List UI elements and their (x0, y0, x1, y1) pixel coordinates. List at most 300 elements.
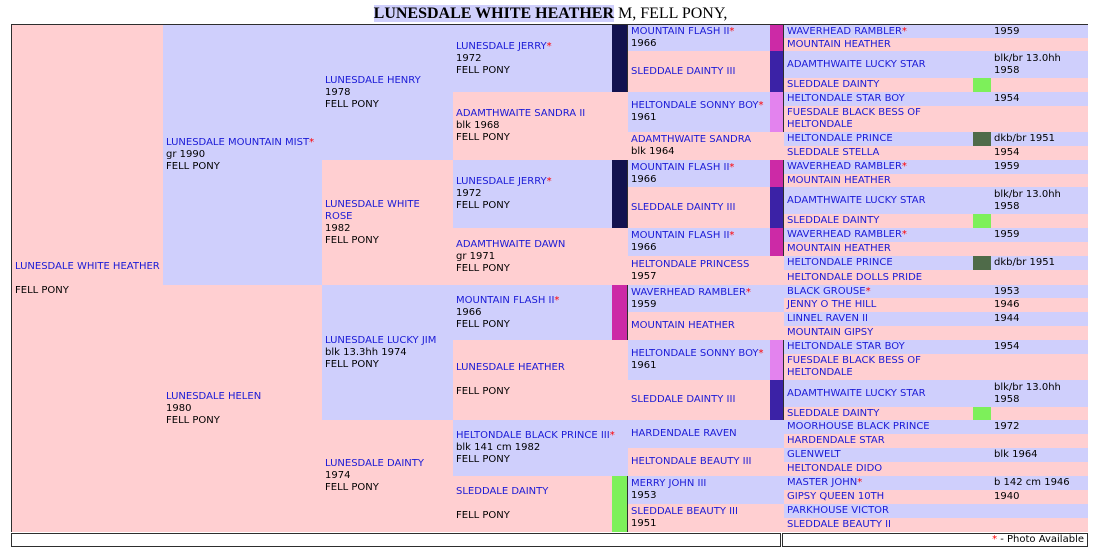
horse-name-text[interactable]: WAVERHEAD RAMBLER (787, 229, 902, 240)
photo-available-note: - Photo Available (997, 534, 1084, 545)
horse-name-link[interactable] (787, 491, 988, 503)
horse-details: blk 1964 (631, 146, 675, 157)
g4-cell-adamthwaite-sandra (628, 132, 784, 160)
horse-details: gr 1971 (456, 250, 496, 262)
horse-info-text: 1954 (994, 147, 1020, 158)
g5-cell-hardendale-star (784, 434, 991, 448)
g3-cell-adamthwaite-dawn (453, 228, 628, 285)
horse-name-text[interactable]: MOUNTAIN FLASH II (456, 294, 555, 306)
g5-cell-jenny-o-the-hill (784, 298, 991, 312)
photo-star-legend: * (992, 534, 998, 545)
g5-cell-heltondale-star-boy (784, 92, 991, 106)
horse-name-text[interactable]: MOUNTAIN HEATHER (787, 38, 891, 50)
horse-name-link[interactable] (631, 134, 781, 146)
horse-name-text[interactable]: GLENWELT (787, 449, 841, 460)
horse-breed: FELL PONY (456, 132, 510, 143)
horse-name-text[interactable]: MOUNTAIN HEATHER (787, 174, 891, 186)
horse-breed: FELL PONY (325, 358, 379, 370)
horse-name-link[interactable] (456, 239, 625, 251)
horse-name-text[interactable]: GIPSY QUEEN 10TH (787, 491, 885, 502)
horse-name-text[interactable]: SLEDDALE DAINTY (787, 407, 880, 419)
horse-name-link[interactable] (15, 261, 160, 273)
photo-available-star: * (758, 100, 764, 111)
color-marker-square (973, 407, 991, 420)
horse-name-link[interactable] (787, 299, 988, 311)
horse-info-cell (991, 434, 1088, 448)
g4-cell-hardendale-raven (628, 420, 784, 448)
g5-cell-sleddale-dainty (784, 214, 973, 228)
horse-details: 1966 (631, 38, 657, 49)
horse-name-link[interactable] (631, 259, 781, 271)
color-marker-bar (770, 51, 783, 92)
horse-name-link[interactable] (631, 100, 767, 112)
horse-name-text[interactable]: MASTER JOHN (787, 477, 858, 488)
horse-name-link[interactable] (456, 108, 625, 120)
horse-info-cell (991, 132, 1088, 146)
horse-name-text[interactable]: LUNESDALE DAINTY (325, 458, 424, 469)
color-marker-square (973, 78, 991, 92)
horse-name-link[interactable] (631, 66, 767, 78)
horse-name-link[interactable] (456, 176, 609, 188)
horse-info-cell (991, 51, 1088, 78)
horse-name-link[interactable] (787, 519, 988, 531)
horse-name-link[interactable] (787, 313, 988, 325)
g4-cell-waverhead-rambler (628, 285, 784, 312)
color-marker-bar (770, 187, 783, 228)
horse-info-cell (991, 312, 1088, 326)
horse-info-text: 1954 (994, 93, 1020, 104)
horse-name-text[interactable]: SLEDDALE BEAUTY III (631, 506, 738, 517)
horse-name-text[interactable]: HELTONDALE PRINCE (787, 257, 893, 268)
horse-name-text[interactable]: MOUNTAIN GIPSY (787, 327, 874, 338)
horse-name-link[interactable] (787, 59, 988, 71)
horse-name-text[interactable]: SLEDDALE DAINTY III (631, 201, 736, 213)
horse-details (15, 273, 160, 285)
horse-name-link[interactable] (631, 162, 767, 174)
g5-cell-heltondale-prince (784, 132, 973, 146)
horse-name-text[interactable]: PARKHOUSE VICTOR (787, 505, 889, 516)
horse-info-cell (991, 242, 1088, 256)
horse-info-cell (991, 256, 1088, 270)
g3-cell-lunesdale-jerry (453, 25, 612, 92)
g3-cell-lunesdale-jerry (453, 160, 612, 228)
horse-name-text[interactable]: SLEDDALE BEAUTY II (787, 519, 892, 530)
g4-cell-mountain-heather (628, 312, 784, 340)
horse-name-link[interactable] (787, 133, 970, 145)
horse-info-cell (991, 92, 1088, 106)
horse-name-link[interactable] (325, 199, 450, 223)
horse-name-text[interactable]: ADAMTHWAITE SANDRA (631, 134, 752, 145)
horse-info-text: 1959 (994, 229, 1020, 240)
parent-cell-lunesdale-helen (163, 285, 322, 532)
horse-name-link[interactable] (787, 341, 988, 353)
photo-available-star: * (901, 229, 907, 240)
horse-name-link[interactable] (787, 388, 988, 400)
photo-available-star: * (546, 40, 552, 52)
horse-name-link[interactable] (631, 287, 781, 299)
color-marker-bar (612, 25, 627, 92)
horse-details: blk 1968 (456, 120, 500, 131)
horse-details: 1966 (456, 306, 482, 318)
horse-name-link[interactable] (787, 355, 988, 379)
g5-cell-mountain-gipsy (784, 326, 991, 340)
footer-left-cell (11, 533, 781, 547)
horse-name-text[interactable]: MOUNTAIN HEATHER (787, 243, 891, 254)
g4-cell-heltondale-sonny-boy (628, 340, 770, 380)
horse-breed: FELL PONY (166, 414, 220, 426)
horse-name-link[interactable] (631, 478, 781, 490)
horse-name-text[interactable]: LUNESDALE JERRY (456, 40, 547, 52)
horse-name-link[interactable] (631, 230, 767, 242)
horse-details: 1982 (325, 222, 351, 234)
horse-breed: FELL PONY (456, 262, 510, 274)
g4-cell-sleddale-dainty-iii (628, 380, 770, 420)
horse-details: 1978 (325, 86, 351, 98)
g5-cell-waverhead-rambler (784, 25, 991, 38)
g5-cell-adamthwaite-lucky-star (784, 380, 991, 407)
g5-cell-master-john (784, 476, 991, 490)
g5-cell-sleddale-stella (784, 146, 991, 160)
grandparent-cell-lunesdale-lucky-jim (322, 285, 453, 420)
horse-info-cell (991, 298, 1088, 312)
horse-name-text[interactable]: HELTONDALE STAR BOY (787, 341, 905, 352)
g5-cell-heltondale-star-boy (784, 340, 991, 354)
horse-name-text[interactable]: HELTONDALE BEAUTY III (631, 456, 752, 467)
photo-available-star: * (865, 285, 871, 297)
horse-info-cell (991, 380, 1088, 407)
g4-cell-sleddale-dainty-iii (628, 51, 770, 92)
horse-name-link[interactable] (631, 26, 767, 38)
horse-name-link[interactable] (787, 505, 988, 517)
horse-breed: FELL PONY (325, 98, 379, 110)
g5-cell-waverhead-rambler (784, 228, 991, 242)
horse-breed: FELL PONY (15, 284, 69, 296)
horse-info-cell (991, 78, 1088, 92)
horse-name-text[interactable]: MOUNTAIN HEATHER (631, 320, 735, 331)
photo-available-star: * (554, 294, 560, 306)
color-marker-square (973, 256, 991, 270)
horse-name-link[interactable] (631, 348, 767, 360)
color-marker-bar (770, 92, 783, 132)
horse-name-text[interactable]: SLEDDALE DAINTY (787, 215, 880, 226)
horse-breed: FELL PONY (456, 510, 510, 521)
horse-details: 1957 (631, 270, 657, 282)
color-marker-bar (612, 160, 627, 228)
g3-cell-adamthwaite-sandra-ii (453, 92, 628, 160)
horse-name-link[interactable] (166, 391, 319, 403)
horse-info-cell (991, 285, 1088, 298)
horse-details: blk 141 cm 1982 (456, 442, 541, 453)
horse-info-cell (991, 174, 1088, 187)
color-marker-bar (770, 160, 783, 187)
horse-name-text[interactable]: HELTONDALE STAR BOY (787, 93, 905, 104)
horse-name-text[interactable]: HELTONDALE SONNY BOY (631, 348, 759, 359)
horse-name-link[interactable] (631, 320, 781, 332)
g5-cell-sleddale-dainty (784, 407, 973, 420)
horse-name-link[interactable] (456, 430, 625, 442)
g5-cell-gipsy-queen-10th (784, 490, 991, 504)
horse-name-link[interactable] (787, 257, 970, 269)
horse-name-text[interactable]: WAVERHEAD RAMBLER (631, 286, 746, 298)
title-details: M, FELL PONY, (614, 5, 728, 22)
horse-info-cell (991, 448, 1088, 462)
photo-available-star: * (901, 161, 907, 172)
horse-name-text[interactable]: HELTONDALE BLACK PRINCE III (456, 430, 610, 441)
g3-cell-mountain-flash-ii (453, 285, 612, 340)
horse-name-link[interactable] (456, 41, 609, 53)
horse-name-text[interactable]: LUNESDALE HENRY (325, 74, 421, 86)
horse-details: 1961 (631, 112, 657, 123)
horse-info-cell (991, 504, 1088, 518)
horse-info-cell (991, 228, 1088, 242)
horse-info-cell (991, 420, 1088, 434)
g3-cell-lunesdale-heather (453, 340, 628, 420)
horse-name-text[interactable]: FUESDALE BLACK BESS OF HELTONDALE (787, 107, 921, 130)
horse-name-link[interactable] (631, 394, 767, 406)
horse-name-text[interactable]: WAVERHEAD RAMBLER (787, 25, 902, 37)
horse-name-text[interactable]: HELTONDALE PRINCESS (631, 258, 750, 270)
horse-name-link[interactable] (787, 161, 988, 173)
horse-name-text[interactable]: SLEDDALE STELLA (787, 147, 880, 158)
horse-name-link[interactable] (631, 456, 781, 468)
horse-details: gr 1990 (166, 149, 206, 160)
footer-legend (782, 533, 1088, 547)
horse-info-cell (991, 187, 1088, 214)
g5-cell-heltondale-dido (784, 462, 991, 476)
horse-info-text: 1972 (994, 421, 1020, 432)
color-marker-bar (770, 228, 783, 256)
grandparent-cell-lunesdale-white-rose (322, 160, 453, 285)
horse-info-text: blk/br 13.0hh 1958 (994, 52, 1061, 76)
horse-name-link[interactable] (787, 421, 988, 433)
horse-name-link[interactable] (787, 147, 988, 159)
horse-details: 1953 (631, 490, 657, 501)
horse-breed: FELL PONY (456, 386, 510, 397)
horse-name-link[interactable] (787, 477, 988, 489)
horse-name-link[interactable] (787, 272, 988, 284)
g5-cell-heltondale-dolls-pride (784, 270, 991, 285)
g4-cell-mountain-flash-ii (628, 25, 770, 51)
horse-info-text: 1959 (994, 161, 1020, 172)
horse-name-link[interactable] (631, 428, 781, 440)
horse-name-text[interactable]: LINNEL RAVEN II (787, 313, 869, 324)
horse-details: 1974 (325, 470, 351, 481)
horse-breed: FELL PONY (325, 482, 379, 493)
g5-cell-mountain-heather (784, 242, 991, 256)
horse-name-text[interactable]: WAVERHEAD RAMBLER (787, 161, 902, 172)
horse-name-link[interactable] (787, 26, 988, 38)
horse-info-text: 1959 (994, 25, 1020, 37)
horse-name-link[interactable] (456, 295, 609, 307)
horse-info-cell (991, 160, 1088, 174)
horse-name-text[interactable]: BLACK GROUSE (787, 285, 866, 297)
horse-name-text[interactable]: SLEDDALE DAINTY (787, 79, 880, 90)
horse-name-text[interactable]: MOUNTAIN FLASH II (631, 26, 730, 37)
color-marker-bar (770, 25, 783, 51)
horse-details: 1972 (456, 188, 482, 199)
horse-name-link[interactable] (325, 335, 450, 347)
g4-cell-merry-john-iii (628, 476, 784, 504)
g4-cell-sleddale-beauty-iii (628, 504, 784, 532)
horse-info-text: 1940 (994, 491, 1020, 502)
g5-cell-sleddale-dainty (784, 78, 973, 92)
horse-breed: FELL PONY (166, 161, 220, 172)
horse-name-text[interactable]: ADAMTHWAITE LUCKY STAR (787, 194, 926, 206)
horse-name-link[interactable] (787, 327, 988, 339)
horse-name-link[interactable] (787, 39, 988, 51)
horse-name-text[interactable]: ADAMTHWAITE SANDRA II (456, 108, 586, 119)
g5-cell-adamthwaite-lucky-star (784, 187, 991, 214)
horse-name-link[interactable] (787, 93, 988, 105)
horse-details (456, 498, 609, 510)
color-marker-bar (770, 380, 783, 420)
g5-cell-glenwelt (784, 448, 991, 462)
horse-name-link[interactable] (787, 107, 988, 131)
horse-name-text[interactable]: MERRY JOHN III (631, 478, 707, 489)
g5-cell-fuesdale-black-bess-of-heltondale (784, 354, 991, 380)
horse-name-text[interactable]: ADAMTHWAITE LUCKY STAR (787, 387, 926, 399)
horse-name-text[interactable]: LUNESDALE HEATHER (456, 362, 565, 373)
horse-name-text[interactable]: HELTONDALE PRINCE (787, 133, 893, 144)
horse-details: 1972 (456, 52, 482, 64)
horse-breed: FELL PONY (456, 318, 510, 330)
horse-details: 1951 (631, 518, 657, 529)
horse-name-text[interactable]: LUNESDALE WHITE HEATHER (15, 260, 160, 272)
horse-name-text[interactable]: HARDENDALE RAVEN (631, 428, 737, 439)
g4-cell-heltondale-sonny-boy (628, 92, 770, 132)
horse-name-link[interactable] (787, 463, 988, 475)
g4-cell-sleddale-dainty-iii (628, 187, 770, 228)
horse-breed: FELL PONY (456, 64, 510, 76)
horse-name-link[interactable] (787, 175, 988, 187)
horse-name-text[interactable]: MOUNTAIN FLASH II (631, 230, 730, 241)
horse-name-text[interactable]: MOUNTAIN FLASH II (631, 161, 730, 173)
horse-info-text: dkb/br 1951 (994, 257, 1055, 268)
horse-details: 1959 (631, 298, 657, 310)
color-marker-square (973, 214, 991, 228)
horse-info-cell (991, 106, 1088, 132)
horse-info-cell (991, 518, 1088, 532)
g4-cell-heltondale-beauty-iii (628, 448, 784, 476)
horse-info-cell (991, 490, 1088, 504)
horse-details (456, 374, 625, 386)
horse-name-text[interactable]: ADAMTHWAITE LUCKY STAR (787, 58, 926, 70)
horse-info-cell (991, 146, 1088, 160)
g3-cell-sleddale-dainty (453, 476, 612, 532)
horse-name-link[interactable] (456, 362, 625, 374)
g5-cell-sleddale-beauty-ii (784, 518, 991, 532)
g5-cell-linnel-raven-ii (784, 312, 991, 326)
horse-name-link[interactable] (631, 506, 781, 518)
horse-details: 1966 (631, 242, 657, 253)
photo-available-star: * (546, 176, 552, 187)
photo-available-star: * (729, 161, 735, 173)
color-marker-square (973, 132, 991, 146)
horse-info-text: blk/br 13.0hh 1958 (994, 381, 1061, 405)
color-marker-bar (612, 285, 627, 340)
horse-name-text[interactable]: MOORHOUSE BLACK PRINCE (787, 421, 930, 432)
grandparent-cell-lunesdale-dainty (322, 420, 453, 532)
horse-name-text[interactable]: FUESDALE BLACK BESS OF HELTONDALE (787, 355, 921, 378)
horse-name-text[interactable]: HARDENDALE STAR (787, 435, 885, 446)
horse-name-text[interactable]: HELTONDALE SONNY BOY (631, 100, 759, 111)
g5-cell-heltondale-prince (784, 256, 973, 270)
horse-details: 1961 (631, 360, 657, 371)
horse-name-link[interactable] (631, 202, 767, 214)
horse-name-link[interactable] (787, 195, 988, 207)
horse-info-text: 1954 (994, 341, 1020, 352)
g5-cell-adamthwaite-lucky-star (784, 51, 991, 78)
horse-info-cell (991, 476, 1088, 490)
photo-available-star: * (609, 430, 615, 441)
horse-name-text[interactable]: LUNESDALE WHITE ROSE (325, 198, 420, 222)
horse-name-link[interactable] (166, 137, 319, 149)
horse-name-link[interactable] (787, 286, 988, 298)
horse-name-text[interactable]: ADAMTHWAITE DAWN (456, 238, 566, 250)
horse-name-link[interactable] (787, 215, 970, 227)
g5-cell-mountain-heather (784, 174, 991, 187)
horse-info-text: b 142 cm 1946 (994, 477, 1070, 488)
horse-name-text[interactable]: SLEDDALE DAINTY III (631, 394, 736, 405)
horse-name-link[interactable] (787, 243, 988, 255)
horse-details: 1966 (631, 173, 657, 185)
horse-name-link[interactable] (787, 408, 970, 420)
horse-info-cell (991, 462, 1088, 476)
horse-info-cell (991, 214, 1088, 228)
horse-name-text[interactable]: LUNESDALE HELEN (166, 390, 262, 402)
photo-available-star: * (745, 286, 751, 298)
g4-cell-mountain-flash-ii (628, 228, 770, 256)
horse-name-link[interactable] (787, 449, 988, 461)
g5-cell-fuesdale-black-bess-of-heltondale (784, 106, 991, 132)
horse-name-text[interactable]: SLEDDALE DAINTY III (631, 65, 736, 77)
horse-name-link[interactable] (456, 486, 609, 498)
horse-breed: FELL PONY (456, 454, 510, 465)
horse-name-link[interactable] (325, 75, 450, 87)
horse-info-cell (991, 407, 1088, 420)
g3-cell-heltondale-black-prince-iii (453, 420, 628, 476)
horse-name-text[interactable]: HELTONDALE DIDO (787, 463, 883, 474)
horse-info-text: 1946 (994, 299, 1020, 310)
g5-cell-moorhouse-black-prince (784, 420, 991, 434)
horse-name-text[interactable]: LUNESDALE LUCKY JIM (325, 334, 437, 346)
parent-cell-lunesdale-mountain-mist (163, 25, 322, 285)
horse-name-text[interactable]: LUNESDALE JERRY (456, 176, 547, 187)
horse-name-text[interactable]: HELTONDALE DOLLS PRIDE (787, 271, 923, 283)
color-marker-bar (770, 340, 783, 380)
horse-breed: FELL PONY (325, 234, 379, 246)
horse-name-text[interactable]: LUNESDALE MOUNTAIN MIST (166, 137, 310, 148)
photo-available-star: * (729, 230, 735, 241)
horse-name-text[interactable]: JENNY O THE HILL (787, 299, 877, 310)
horse-name-link[interactable] (787, 435, 988, 447)
photo-available-star: * (309, 137, 315, 148)
horse-info-cell (991, 354, 1088, 380)
horse-name-link[interactable] (787, 79, 970, 91)
photo-available-star: * (857, 477, 863, 488)
horse-name-link[interactable] (325, 458, 450, 470)
photo-available-star: * (758, 348, 764, 359)
photo-available-star: * (729, 26, 735, 37)
photo-available-star: * (901, 25, 907, 37)
horse-name-link[interactable] (787, 229, 988, 241)
horse-breed: FELL PONY (456, 200, 510, 211)
g5-cell-black-grouse (784, 285, 991, 298)
horse-info-text: 1944 (994, 313, 1020, 324)
horse-name-text[interactable]: SLEDDALE DAINTY (456, 486, 549, 497)
horse-details: 1980 (166, 402, 192, 414)
g5-cell-mountain-heather (784, 38, 991, 51)
